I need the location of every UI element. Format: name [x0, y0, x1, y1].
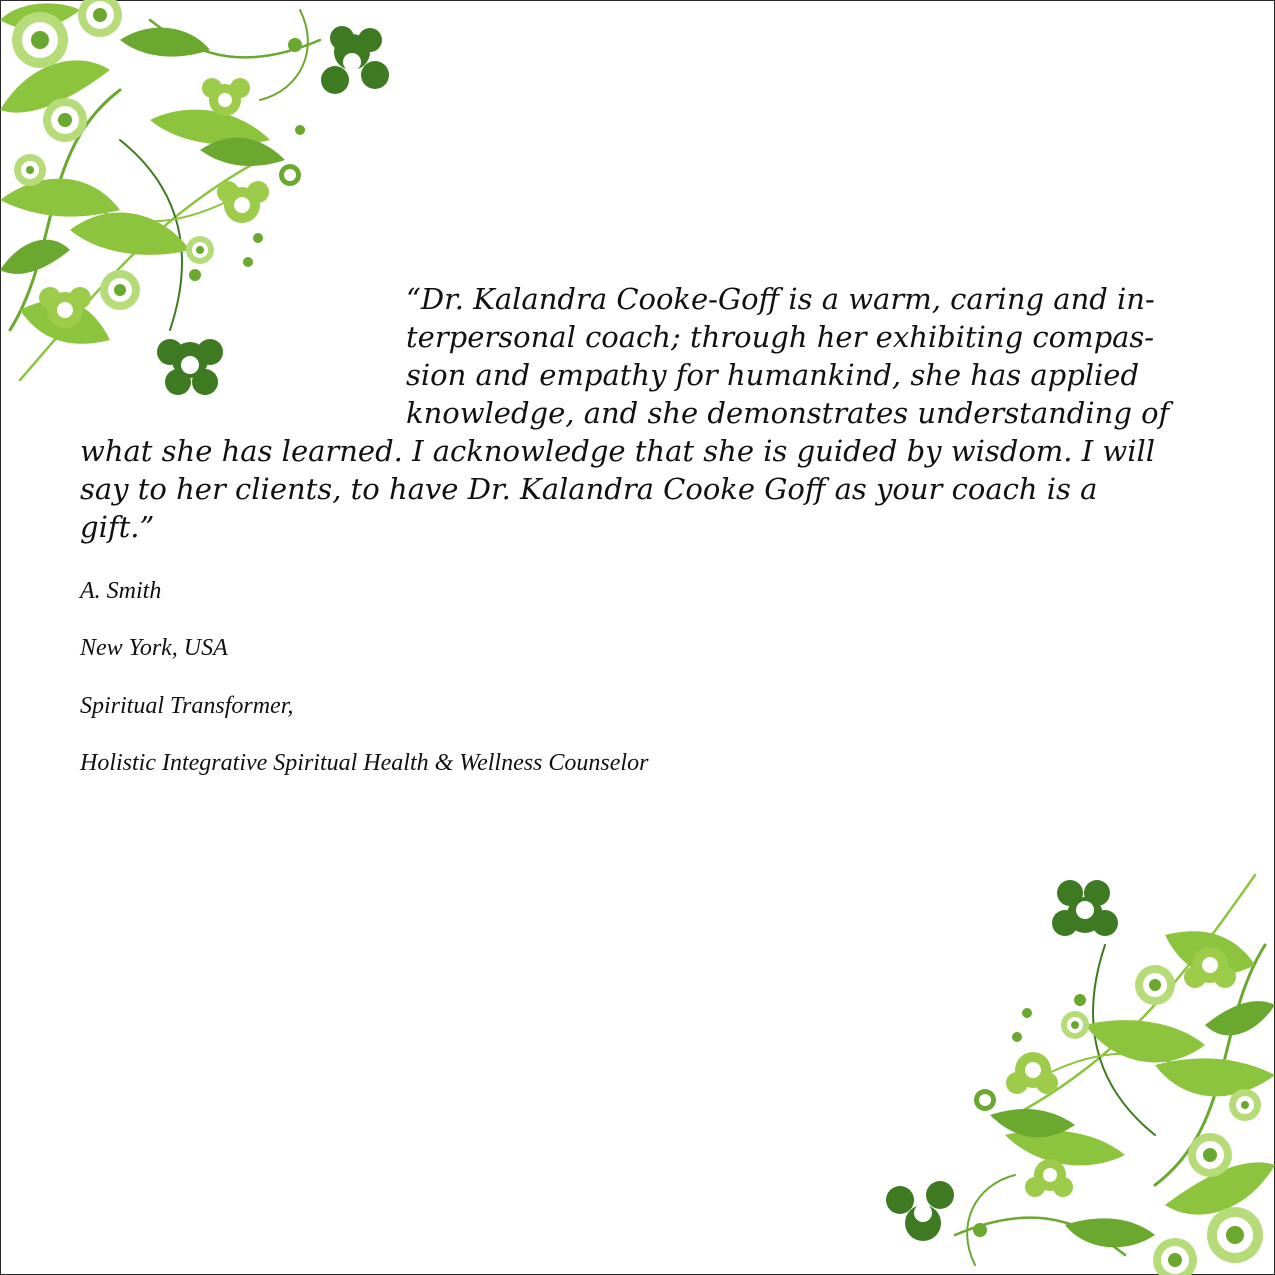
quote-line: knowledge, and she demonstrates understanding of [406, 396, 1170, 430]
author-title: Spiritual Transformer, [80, 693, 294, 719]
testimonial-quote [80, 280, 1190, 546]
quote-line: “Dr. Kalandra Cooke-Goff is a warm, caring and in- [406, 282, 1155, 316]
floral-corner-bottom-right [875, 845, 1275, 1275]
quote-line: gift.” [80, 510, 155, 544]
quote-line: terpersonal coach; through her exhibiting compas- [406, 320, 1155, 354]
author-name: A. Smith [80, 578, 162, 604]
author-location: New York, USA [80, 635, 228, 661]
floral-swirl-icon [875, 845, 1275, 1275]
quote-line: say to her clients, to have Dr. Kalandra Cooke Goff as your coach is a [80, 472, 1098, 506]
quote-line: what she has learned. I acknowledge that she is guided by wisdom. I will [80, 434, 1156, 468]
quote-line: sion and empathy for humankind, she has applied [406, 358, 1140, 392]
author-role: Holistic Integrative Spiritual Health & Wellness Counselor [80, 750, 649, 776]
